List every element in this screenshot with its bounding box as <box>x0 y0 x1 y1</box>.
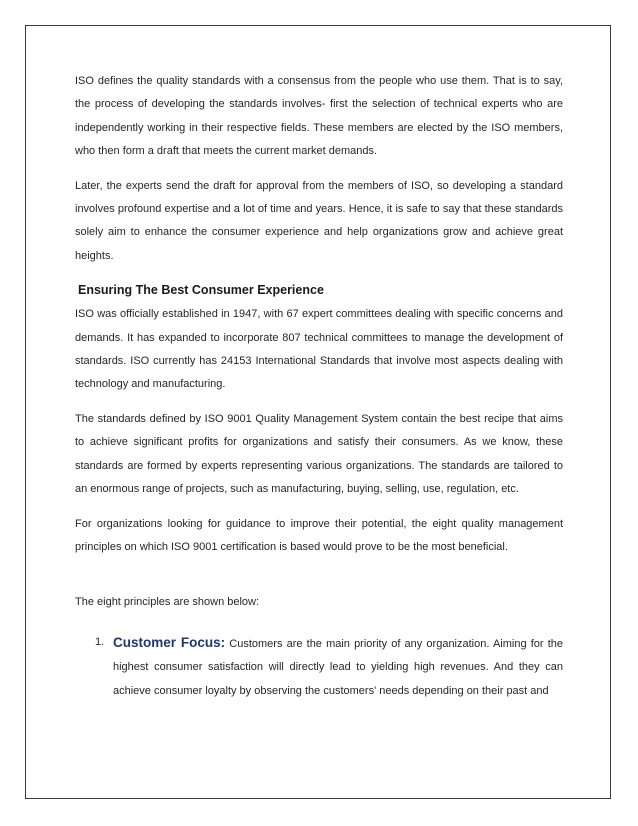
list-intro: The eight principles are shown below: <box>75 596 260 609</box>
list-number-text: 1. <box>95 635 105 648</box>
body-paragraph: ISO was officially established in 1947, with 67 expert committees dealing with specific concerns and demands. It has expanded to incorporate 807 technical committees to manage the development of standards. ISO currently has 24153 International Standards that involve most aspects dealing with technology and manufacturing. <box>75 308 563 391</box>
list-item <box>75 631 563 703</box>
principles-list <box>75 631 563 703</box>
body-paragraph: Later, the experts send the draft for approval from the members of ISO, so developing a standard involves profound expertise and a lot of time and years. Hence, it is safe to say that these standards solely aim to enhance the consumer experience and help organizations grow and achieve great heights. <box>75 179 563 262</box>
body-paragraph: The standards defined by ISO 9001 Quality Management System contain the best recipe that aims to achieve significant profits for organizations and satisfy their consumers. As we know, these standards are formed by experts representing various organizations. The standards are tailored to an enormous range of projects, such as manufacturing, buying, selling, use, regulation, etc. <box>75 412 563 496</box>
section-heading: Ensuring The Best Consumer Experience <box>78 283 324 298</box>
list-item-text: Customers are the main priority of any organization. Aiming for the highest consumer satisfaction will directly lead to yielding high revenues. And they can achieve consumer loyalty by observing the customers' needs depending on their past and <box>113 637 563 697</box>
list-item-body <box>113 631 563 703</box>
body-paragraph: ISO defines the quality standards with a consensus from the people who use them. That is to say, the process of developing the standards involves- first the selection of technical experts who are independently working in their respective fields. These members are elected by the ISO members, who then form a draft that meets the current market demands. <box>75 75 563 158</box>
list-item-title: Customer Focus: <box>113 634 226 650</box>
list-number <box>75 631 113 703</box>
document-body <box>75 70 563 703</box>
body-paragraph: For organizations looking for guidance to improve their potential, the eight quality management principles on which ISO 9001 certification is based would prove to be the most beneficial. <box>75 517 563 553</box>
